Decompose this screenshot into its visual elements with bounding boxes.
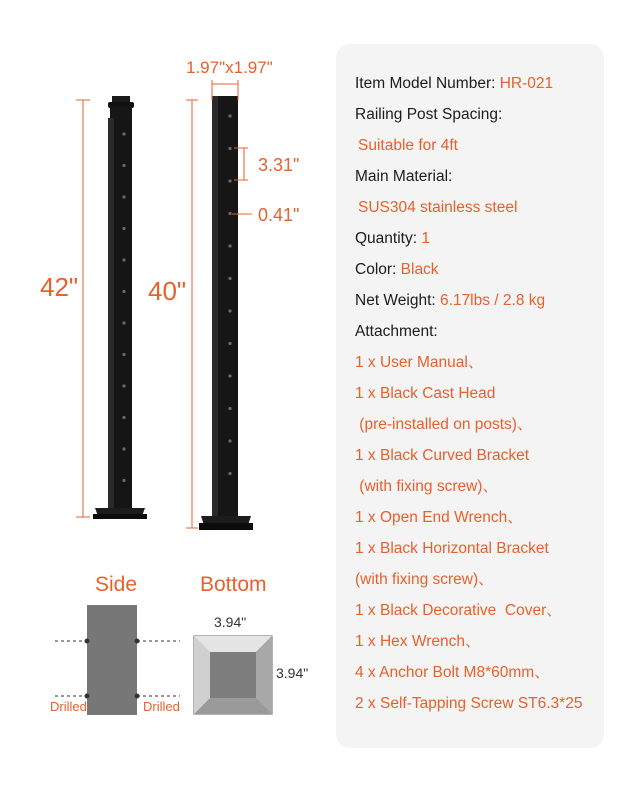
attachment-item: 2 x Self-Tapping Screw ST6.3*25 <box>355 695 583 712</box>
spec-attachment-label: Attachment: <box>355 323 438 340</box>
post-hole <box>228 439 231 442</box>
spec-weight: Net Weight: 6.17lbs / 2.8 kg <box>355 292 546 309</box>
post-hole <box>228 244 231 247</box>
total-height-dimension: 42" <box>40 272 79 302</box>
post-hole <box>228 277 231 280</box>
post-hole <box>228 374 231 377</box>
post-hole <box>228 179 231 182</box>
drilled-label-right: Drilled <box>143 699 180 714</box>
hole-spacing-dimension: 3.31" <box>258 155 300 175</box>
post-hole <box>122 164 125 167</box>
attachment-item: 1 x Black Cast Head <box>355 385 496 402</box>
attachment-item: 1 x Black Decorative Cover、 <box>355 602 562 619</box>
attachment-item: 1 x Open End Wrench、 <box>355 509 523 526</box>
spec-material-value: SUS304 stainless steel <box>358 199 518 216</box>
spec-material-label: Main Material: <box>355 168 453 185</box>
attachment-item: 1 x Hex Wrench、 <box>355 633 481 650</box>
attachment-item: 1 x Black Horizontal Bracket <box>355 540 549 557</box>
attachment-item: 4 x Anchor Bolt M8*60mm、 <box>355 664 550 681</box>
post-hole <box>122 195 125 198</box>
spec-color: Color: Black <box>355 261 439 278</box>
post-hole <box>122 227 125 230</box>
spec-model: Item Model Number: HR-021 <box>355 75 554 92</box>
drilled-label-left: Drilled <box>50 699 87 714</box>
post-hole <box>228 472 231 475</box>
post-without-head <box>199 96 253 530</box>
bottom-height-dimension: 3.94" <box>276 665 309 681</box>
post-hole <box>228 309 231 312</box>
bottom-view-diagram <box>190 632 280 722</box>
post-hole <box>122 132 125 135</box>
bottom-width-dimension: 3.94" <box>214 614 247 630</box>
attachment-item: (with fixing screw)、 <box>355 571 494 588</box>
post-hole <box>122 416 125 419</box>
spec-spacing-value: Suitable for 4ft <box>358 137 458 154</box>
side-view-title: Side <box>95 573 138 596</box>
post-hole <box>228 212 231 215</box>
post-hole <box>228 342 231 345</box>
post-with-head <box>93 96 147 519</box>
post-section-dimension: 1.97"x1.97" <box>186 58 273 77</box>
post-hole <box>228 407 231 410</box>
post-hole <box>228 147 231 150</box>
attachment-item: 1 x Black Curved Bracket <box>355 447 530 464</box>
post-hole <box>122 290 125 293</box>
attachment-item: (pre-installed on posts)、 <box>355 416 533 433</box>
post-hole <box>122 479 125 482</box>
spec-quantity: Quantity: 1 <box>355 230 430 247</box>
post-height-dimension: 40" <box>148 276 187 306</box>
post-hole <box>122 353 125 356</box>
post-hole <box>122 321 125 324</box>
bottom-view-title: Bottom <box>200 573 267 596</box>
attachment-item: (with fixing screw)、 <box>355 478 498 495</box>
post-hole <box>228 114 231 117</box>
hole-diameter-dimension: 0.41" <box>258 205 300 225</box>
attachment-item: 1 x User Manual、 <box>355 354 484 371</box>
post-hole <box>122 258 125 261</box>
post-hole <box>122 447 125 450</box>
spec-spacing-label: Railing Post Spacing: <box>355 106 503 123</box>
post-hole <box>122 384 125 387</box>
